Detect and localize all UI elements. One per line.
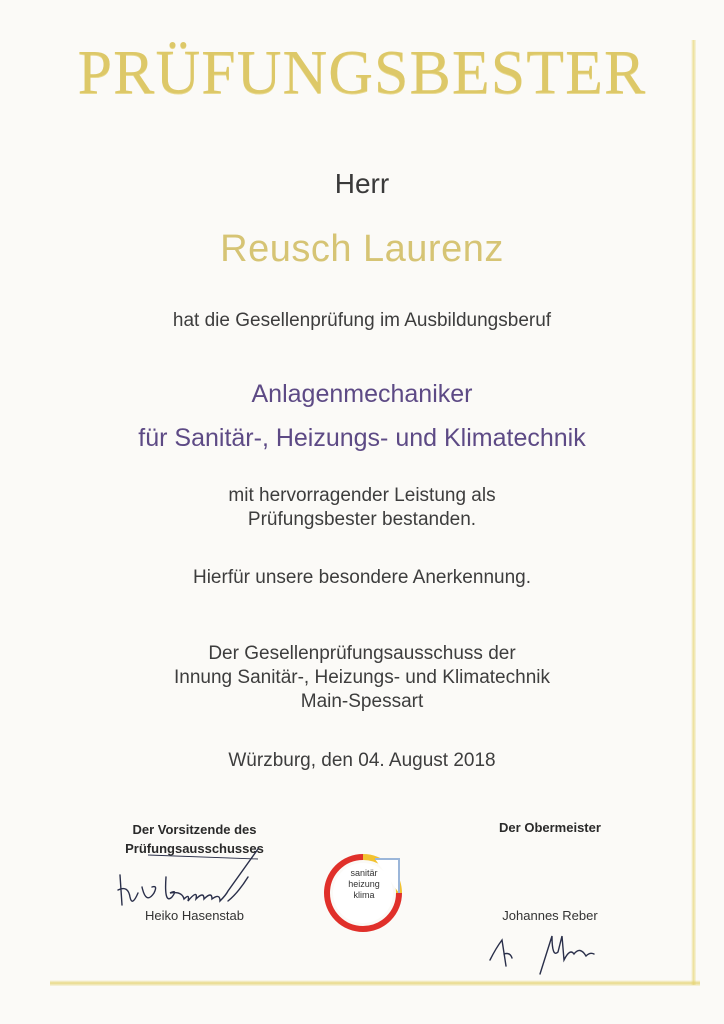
master-title: Der Obermeister	[499, 820, 601, 835]
performance-line-1: mit hervorragender Leistung als	[228, 485, 496, 506]
intro-text: hat die Gesellenprüfung im Ausbildungsberuf	[172, 310, 552, 331]
performance-line-2: Prüfungsbester bestanden.	[247, 509, 477, 530]
recipient-name: Reusch Laurenz	[220, 228, 504, 270]
committee-line-2: Innung Sanitär-, Heizungs- und Klimatechnik	[174, 667, 550, 688]
chairman-title-line-1: Der Vorsitzende des	[132, 822, 257, 837]
seal-line-3: klima	[353, 890, 375, 900]
seal-line-1: sanitär	[350, 868, 378, 878]
recognition-text: Hierfür unsere besondere Anerkennung.	[192, 567, 531, 588]
certificate-headline: PRÜFUNGSBESTER	[77, 39, 647, 107]
committee-line-3: Main-Spessart	[300, 691, 424, 712]
chairman-name: Heiko Hasenstab	[145, 908, 244, 923]
committee-text	[0, 642, 724, 714]
profession-block	[0, 372, 724, 460]
gold-edge-bottom	[50, 980, 700, 986]
seal-line-2: heizung	[348, 879, 380, 889]
profession-line-2: für Sanitär-, Heizungs- und Klimatechnik	[138, 424, 586, 452]
performance-text	[0, 484, 724, 532]
committee-line-1: Der Gesellenprüfungsausschuss der	[208, 643, 516, 664]
profession-line-1: Anlagenmechaniker	[251, 380, 473, 408]
place-date: Würzburg, den 04. August 2018	[228, 750, 496, 771]
salutation: Herr	[334, 168, 390, 199]
master-signature	[478, 918, 608, 978]
master-name: Johannes Reber	[502, 908, 598, 923]
seal-text	[338, 868, 390, 901]
chairman-title-line-2: Prüfungsausschusses	[125, 841, 264, 856]
